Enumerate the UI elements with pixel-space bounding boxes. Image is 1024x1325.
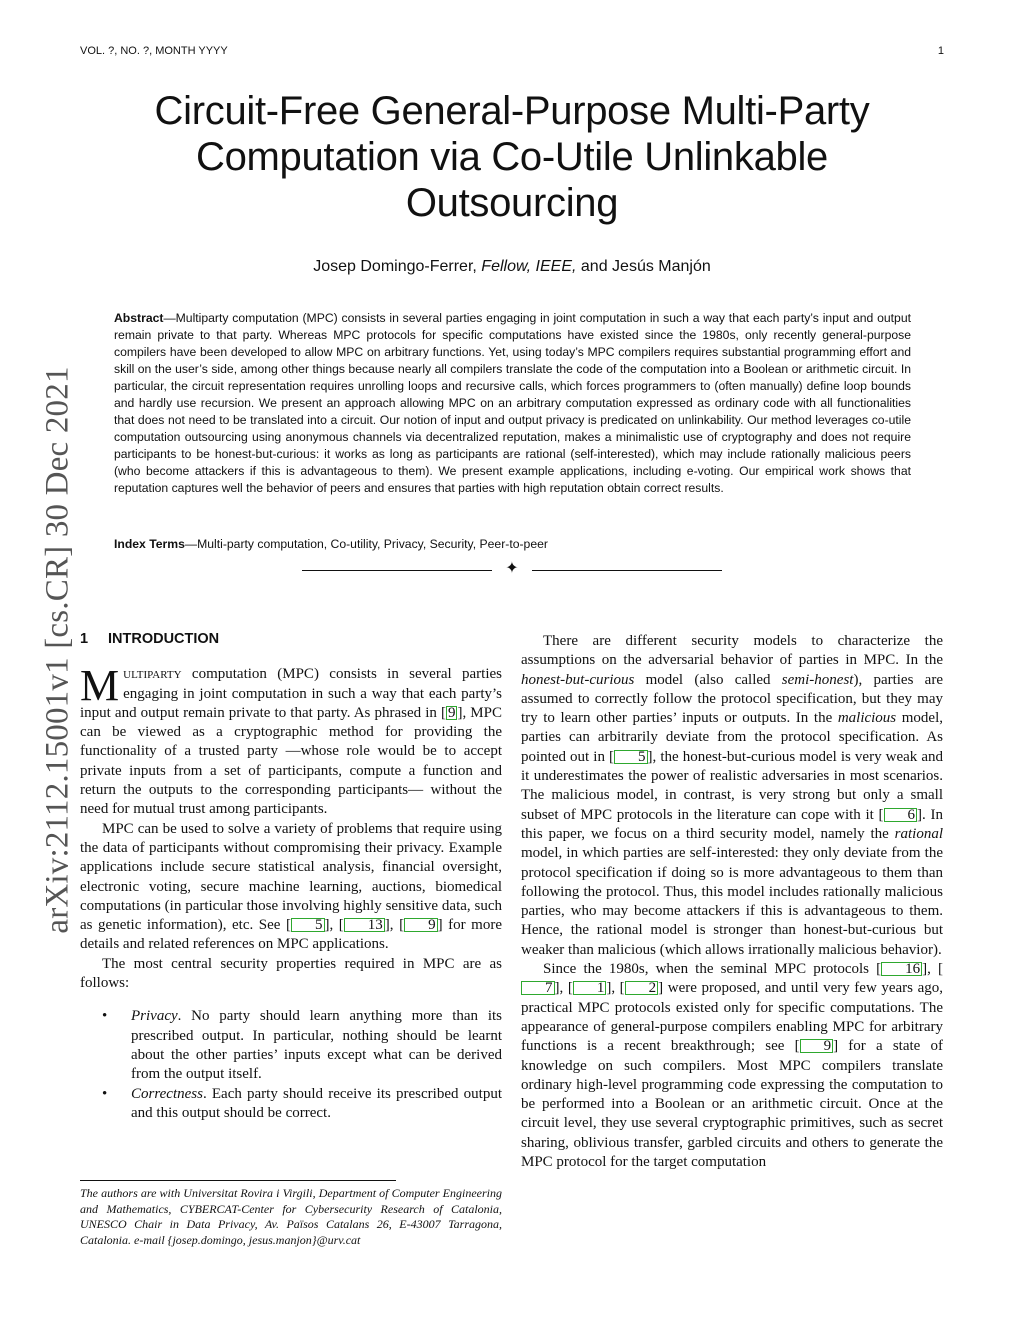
drop-cap: M bbox=[80, 661, 120, 711]
citation-separator: , bbox=[329, 917, 339, 934]
intro-text: computation (MPC) consists in several parties engaging in joint computation in such a way that each party’s input and output remain private to that party. As phrased in bbox=[80, 666, 502, 721]
section-title: INTRODUCTION bbox=[108, 631, 220, 647]
security-properties-list bbox=[80, 1007, 502, 1123]
body-term: malicious bbox=[837, 710, 897, 727]
author-society: IEEE, bbox=[535, 258, 577, 275]
intro-paragraph-1: Multiparty computation (MPC) consists in several parties engaging in joint computation in such a way that each party’s input and output remain private to that party. As phrased in [ 9 ], MPC can be viewed as a cryptographic method for providing the functionality of a trusted party —whose role would be to accept private inputs from a set of participants, compute a function and return the outputs to the corresponding participants— without the need for mutual trust among participants. bbox=[80, 661, 502, 818]
property-text: . No party should learn anything more than its prescribed output. In particular, nothing should be learnt about the other parties’ inputs except what can be derived from the output itself. bbox=[131, 1008, 502, 1083]
running-header: VOL. ?, NO. ?, MONTH YYYY bbox=[80, 45, 228, 57]
index-terms-label: Index Terms bbox=[114, 537, 185, 551]
property-term: Privacy bbox=[131, 1008, 178, 1025]
body-text: Since the 1980s, when the seminal MPC protocols bbox=[543, 961, 877, 978]
author-line bbox=[0, 258, 1024, 276]
citation-link[interactable]: 9 bbox=[404, 918, 438, 932]
body-paragraph-2: Since the 1980s, when the seminal MPC protocols [ 16 ], [7 ], [ 1 ], [ 2 ] were proposed, and until very few years ago, practical MPC protocols existed only for specific computations. The appearance of general-purpose compilers enabling MPC for arbitrary functions is a recent breakthrough; see [ 9 ] for a state of knowledge on such compilers. Most MPC compilers translate ordinary high-level programming code expressing the computation to be performed into a Boolean or an arithmetic circuit. Once at the circuit level, they use several cryptographic primitives, such as secret sharing, oblivious transfer, garbled circuits and others to generate the MPC protocol for the target computation bbox=[521, 961, 944, 1171]
body-text: , the honest-but-curious model is very weak and it underestimates the power of realistic adversaries in most scenarios. The malicious model, in contrast, is very strong but only a small subset of MPC protocols in the literature can cope with it bbox=[521, 748, 943, 823]
list-item bbox=[80, 1007, 502, 1084]
body-text: were proposed, and until very few years ago, practical MPC protocols existed only for specific computations. The appearance of general-purpose compilers enabling MPC for arbitrary functions is a recent breakthrough; see bbox=[521, 980, 943, 1055]
bullet-icon: • bbox=[102, 1008, 108, 1025]
citation-link[interactable]: 2 bbox=[625, 981, 659, 995]
list-item bbox=[80, 1085, 502, 1124]
citation-link[interactable]: 13 bbox=[344, 918, 385, 932]
citation-link[interactable]: 5 bbox=[614, 750, 648, 764]
divider-diamond-icon: ✦ bbox=[505, 560, 519, 577]
body-text: There are different security models to characterize the assumptions on the adversarial behavior of parties in MPC. In the bbox=[521, 633, 943, 669]
intro-smallcaps: ultiparty bbox=[123, 666, 182, 683]
footnote-rule bbox=[80, 1180, 396, 1181]
section-number: 1 bbox=[80, 631, 89, 647]
abstract-label: Abstract bbox=[114, 311, 164, 325]
body-text: . In this paper, we focus on a third security model, namely the bbox=[521, 806, 943, 842]
author-names: Josep Domingo-Ferrer, bbox=[313, 258, 477, 275]
body-text: for a state of knowledge on such compilers. Most MPC compilers translate ordinary high-level programming code expressing the computation to be performed into a Boolean or an arithmetic circuit. Once at the circuit level, they use several cryptographic primitives, such as secret sharing, oblivious transfer, garbled circuits and others to generate the MPC protocol for the target computation bbox=[521, 1038, 943, 1171]
index-terms-text: —Multi-party computation, Co-utility, Privacy, Security, Peer-to-peer bbox=[184, 537, 548, 551]
intro-text: for more details and related references on MPC applications. bbox=[80, 917, 502, 953]
section-divider bbox=[302, 560, 722, 577]
body-text: model, parties can arbitrarily deviate from the protocol specification. As pointed out in bbox=[521, 710, 943, 765]
citation-separator: , bbox=[389, 917, 400, 934]
section-heading bbox=[80, 630, 502, 649]
property-text: . Each party should receive its prescribed output and this output should be correct. bbox=[131, 1085, 502, 1121]
citation-separator: , bbox=[559, 980, 568, 997]
page-number: 1 bbox=[937, 45, 944, 57]
citation-link[interactable]: 9 bbox=[447, 704, 456, 721]
author-footnote: The authors are with Universitat Rovira i Virgili, Department of Computer Engineering and Mathematics, CYBERCAT-Center for Cybersecurity Research of Catalonia, UNESCO Chair in Data Privacy, Av. Països Catalans 26, E-43007 Tarragona, Catalonia. e-mail {josep.domingo, jesus.manjon}@urv.cat bbox=[80, 1186, 502, 1247]
citation-link[interactable]: 9 bbox=[800, 1039, 834, 1053]
body-text: ), parties are assumed to correctly follow the protocol specification, but they may try to learn other parties’ inputs or outputs. In the bbox=[521, 671, 943, 727]
bullet-icon: • bbox=[102, 1085, 108, 1102]
right-column bbox=[521, 632, 943, 1172]
intro-paragraph-2: MPC can be used to solve a variety of problems that require using the data of participants without compromising their privacy. Example applications include secure statistical analysis, financial oversight, electronic voting, secure machine learning, auctions, biomedical computations (in particular those involving highly sensitive data, such as genetic information), etc. See [ 5 ], [ 13 ], [ 9 ] for more details and related references on MPC applications. bbox=[80, 820, 502, 953]
citation-link[interactable]: 7 bbox=[521, 981, 555, 995]
citation-link[interactable]: 5 bbox=[291, 918, 325, 932]
author-names-second: and Jesús Manjón bbox=[580, 258, 711, 275]
index-terms bbox=[114, 537, 911, 551]
divider-rule-right bbox=[532, 570, 722, 571]
body-text: model (also called bbox=[634, 671, 782, 688]
citation-link[interactable]: 1 bbox=[573, 981, 607, 995]
intro-text: MPC can be used to solve a variety of problems that require using the data of participants without compromising their privacy. Example applications include secure statistical analysis, financial oversight, electronic voting, secure machine learning, auctions, biomedical computations (in particular those involving highly sensitive data, such as genetic information), etc. See bbox=[80, 820, 502, 934]
abstract-text: —Multiparty computation (MPC) consists in several parties engaging in joint computation in such a way that each party’s input and output remain private to that party. Whereas MPC protocols for specific computations have existed since the 1980s, only recently general-purpose compilers have been developed to allow MPC on arbitrary functions. Yet, using today’s MPC compilers requires substantial programming effort and skill on the user’s side, among other things because nearly all compilers translate the code of the computation into a Boolean or arithmetic circuit. In particular, the circuit representation requires unrolling loops and recursive calls, which forces programmers to (often manually) define loop bounds and hardly use recursion. We present an approach allowing MPC on an arbitrary computation expressed as ordinary code with all functionalities that does not need to be translated into a circuit. Our notion of input and output privacy is predicated on unlinkability. Our method leverages co-utile computation outsourcing using anonymous channels via decentralized reputation, makes a minimalistic use of cryptography and does not require participants to be honest-but-curious: it works as long as participants are rational (self-interested), which may include rationally malicious peers (who become attackers if this is advantageous to them). We present example applications, including e-voting. Our empirical work shows that reputation captures well the behavior of peers and ensures that parties with high reputation obtain correct results. bbox=[114, 311, 911, 495]
property-term: Correctness bbox=[131, 1085, 203, 1102]
left-column bbox=[80, 630, 502, 1123]
body-term: semi-honest bbox=[781, 671, 854, 688]
citation-separator: , bbox=[927, 961, 939, 978]
author-grade: Fellow, bbox=[481, 258, 532, 275]
citation-separator: , bbox=[611, 980, 620, 997]
abstract bbox=[114, 310, 911, 497]
body-text: model, in which parties are self-interested: they only deviate from the protocol specification if doing so is more advantageous to them than following the protocol. Thus, this model includes rationally malicious parties, who may become attackers if this is advantageous to them. Hence, the rational model is stronger than honest-but-curious but weaker than malicious (which allows irrationally malicious behavior). bbox=[521, 845, 943, 958]
body-term: rational bbox=[894, 825, 943, 842]
intro-text: , MPC can be viewed as a cryptographic method for providing the functionality of a trusted party —whose role would be to accept private inputs from a set of participants, compute a function and return the outputs to the corresponding participants— without the need for mutual trust among participants. bbox=[80, 704, 502, 818]
intro-paragraph-3: The most central security properties required in MPC are as follows: bbox=[80, 955, 502, 992]
body-term: honest-but-curious bbox=[521, 671, 635, 688]
citation-link[interactable]: 16 bbox=[881, 962, 922, 976]
citation-link[interactable]: 6 bbox=[884, 808, 918, 822]
divider-rule-left bbox=[302, 570, 492, 571]
body-paragraph-1: There are different security models to characterize the assumptions on the adversarial behavior of parties in MPC. In the honest-but-curious model (also called semi-honest), parties are assumed to correctly follow the protocol specification, but they may try to learn other parties’ inputs or outputs. In the malicious model, parties can arbitrarily deviate from the protocol specification. As pointed out in [ 5 ], the honest-but-curious model is very weak and it underestimates the power of realistic adversaries in most scenarios. The malicious model, in contrast, is very strong but only a small subset of MPC protocols in the literature can cope with it [ 6 ]. In this paper, we focus on a third security model, namely the rational model, in which parties are self-interested: they only deviate from the protocol specification if doing so is more advantageous to them than following the protocol. Thus, this model includes rationally malicious parties, who may become attackers if this is advantageous to them. Hence, the rational model is stronger than honest-but-curious but weaker than malicious (which allows irrationally malicious behavior). bbox=[521, 633, 943, 958]
arxiv-stamp: arXiv:2112.15001v1 [cs.CR] 30 Dec 2021 bbox=[39, 366, 76, 934]
paper-title: Circuit-Free General-Purpose Multi-Party Computation via Co-Utile Unlinkable Outsourcing bbox=[154, 89, 870, 225]
